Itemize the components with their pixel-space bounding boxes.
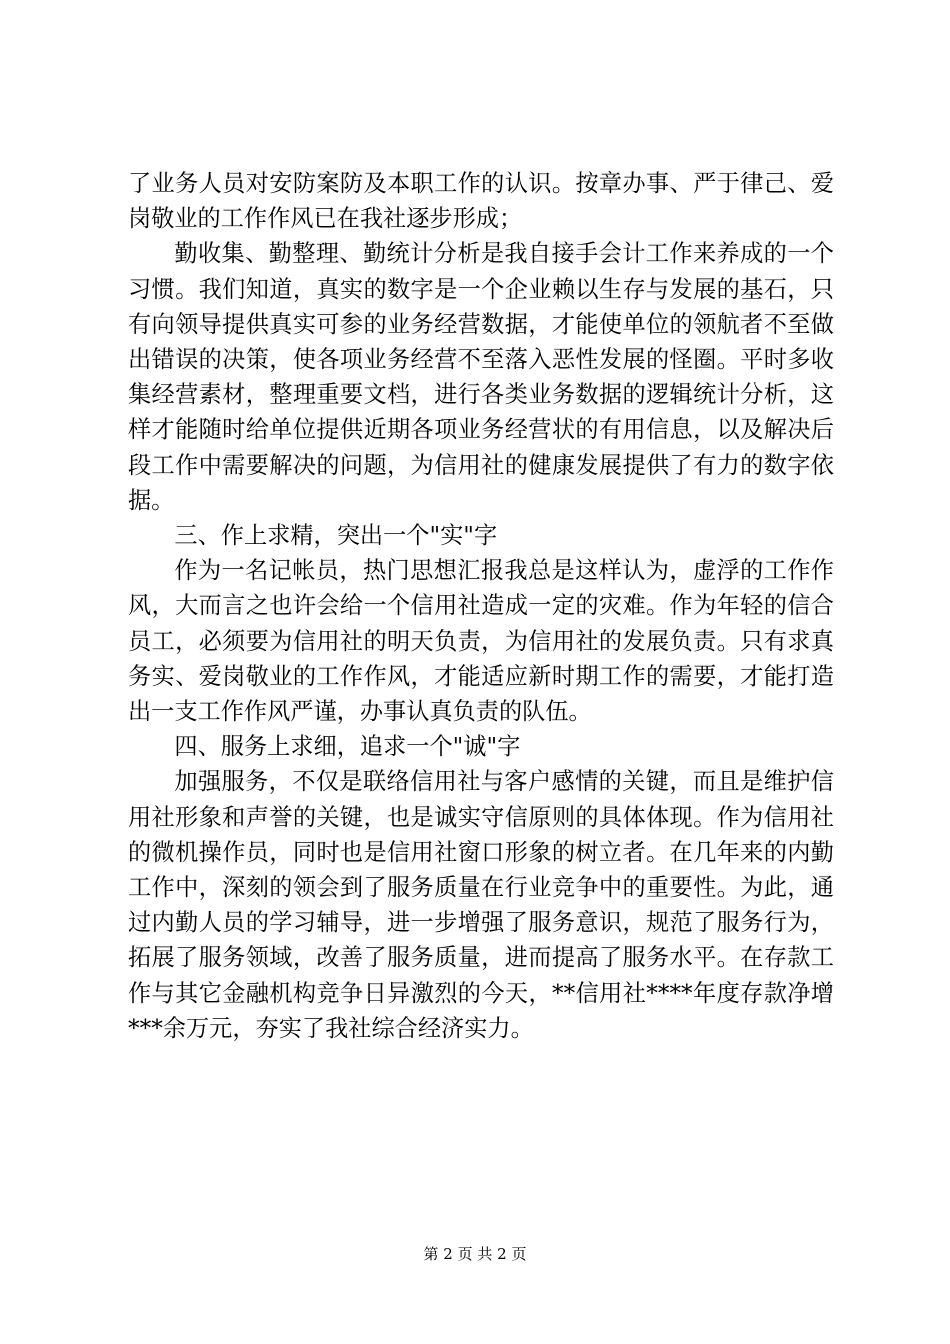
paragraph-continuation: 了业务人员对安防案防及本职工作的认识。按章办事、严于律己、爱岗敬业的工作作风已在我社逐步形成； (128, 170, 834, 233)
page-footer: 第 2 页 共 2 页 (423, 1245, 527, 1263)
paragraph-service: 加强服务，不仅是联络信用社与客户感情的关键，而且是维护信用社形象和声誉的关键，也是诚实守信原则的具体体现。作为信用社的微机操作员，同时也是信用社窗口形象的树立者。在几年来的内勤工作中，深刻的领会到了服务质量在行业竞争中的重要性。为此，通过内勤人员的学习辅导，进一步增强了服务意识，规范了服务行为，拓展了服务领域，改善了服务质量，进而提高了服务水平。在存款工作与其它金融机构竞争日异激烈的今天，**信用社****年度存款净增***余万元，夯实了我社综合经济实力。 (128, 768, 834, 1042)
paragraph-work-style: 作为一名记帐员，热门思想汇报我总是这样认为，虚浮的工作作风，大而言之也许会给一个信用社造成一定的灾难。作为年轻的信合员工，必须要为信用社的明天负责，为信用社的发展负责。只有求真务实、爱岗敬业的工作作风，才能适应新时期工作的需要，才能打造出一支工作作风严谨，办事认真负责的队伍。 (128, 557, 834, 726)
document-body (128, 166, 834, 1046)
paragraph-data-analysis: 勤收集、勤整理、勤统计分析是我自接手会计工作来养成的一个习惯。我们知道，真实的数字是一个企业赖以生存与发展的基石，只有向领导提供真实可参的业务经营数据，才能使单位的领航者不至做出错误的决策，使各项业务经营不至落入恶性发展的怪圈。平时多收集经营素材，整理重要文档，进行各类业务数据的逻辑统计分析，这样才能随时给单位提供近期各项业务经营状的有用信息，以及解决后段工作中需要解决的问题，为信用社的健康发展提供了有力的数字依据。 (128, 240, 834, 514)
section-heading-three: 三、作上求精，突出一个"实"字 (174, 522, 498, 550)
section-heading-four: 四、服务上求细，追求一个"诚"字 (174, 733, 521, 761)
